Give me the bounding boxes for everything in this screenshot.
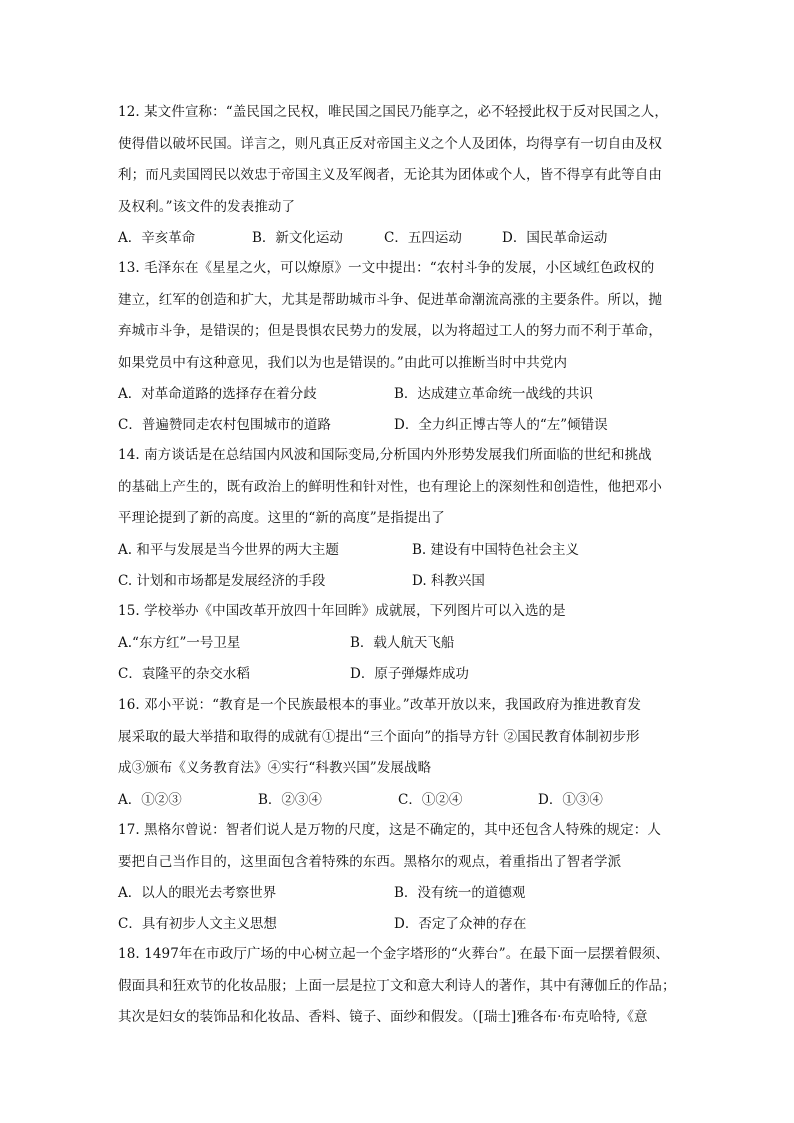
question-12 <box>118 97 678 254</box>
option-a[interactable]: A. 和平与发展是当今世界的两大主题 <box>118 541 339 558</box>
option-b[interactable]: B．②③④ <box>258 791 322 808</box>
question-text-line: 展采取的最大举措和取得的成就有①提出“三个面向”的指导方针 ②国民教育体制初步形 <box>118 728 640 745</box>
option-b[interactable]: B．新文化运动 <box>252 230 343 246</box>
question-text-line: 及权利。”该文件的发表推动了 <box>118 198 296 215</box>
question-text-line: 15. 学校举办《中国改革开放四十年回眸》成就展，下列图片可以入选的是 <box>118 603 566 619</box>
option-b[interactable]: B．载人航天飞船 <box>350 634 455 651</box>
options-row <box>118 878 678 909</box>
question-16 <box>118 690 678 816</box>
question-text-line: 的基础上产生的，既有政治上的鲜明性和针对性，也有理论上的深刻性和创造性，他把邓小 <box>118 478 662 495</box>
option-d[interactable]: D．原子弹爆炸成功 <box>350 665 469 682</box>
question-text-line: 18. 1497年在市政厅广场的中心树立起一个金字塔形的“火葬台”。在最下面一层摆着假须、 <box>118 946 669 962</box>
options-row <box>118 566 678 597</box>
question-text-line: 假面具和狂欢节的化妆品服；上面一层是拉丁文和意大利诗人的著作，其中有薄伽丘的作品； <box>118 977 676 994</box>
question-text-line: 17. 黑格尔曾说：智者们说人是万物的尺度，这是不确定的，其中还包含人特殊的规定：人 <box>118 822 661 838</box>
option-d[interactable]: D．否定了众神的存在 <box>394 916 527 932</box>
option-c[interactable]: C．袁隆平的杂交水稻 <box>118 665 250 682</box>
question-18 <box>118 939 678 1034</box>
options-row <box>118 535 678 566</box>
question-13 <box>118 253 678 441</box>
question-17 <box>118 815 678 940</box>
options-row <box>118 223 678 254</box>
question-text-line: 建立，红军的创造和扩大，尤其是帮助城市斗争、促进革命潮流高涨的主要条件。所以，抛 <box>118 291 662 308</box>
options-row <box>118 379 678 410</box>
question-text-line: 使得借以破坏民国。详言之，则凡真正反对帝国主义之个人及团体，均得享有一切自由及权 <box>118 135 662 152</box>
question-14 <box>118 440 678 597</box>
option-a[interactable]: A．以人的眼光去考察世界 <box>118 885 277 901</box>
question-15 <box>118 596 678 690</box>
option-c[interactable]: C．普遍赞同走农村包围城市的道路 <box>118 417 331 433</box>
options-row <box>118 659 678 690</box>
option-d[interactable]: D．①③④ <box>538 791 603 808</box>
question-text-line: 平理论提到了新的高度。这里的“新的高度”是指提出了 <box>118 510 445 526</box>
option-c[interactable]: C．①②④ <box>398 791 463 808</box>
question-text-line: 成③颁布《义务教育法》④实行“科教兴国”发展战略 <box>118 760 432 776</box>
options-row <box>118 410 678 441</box>
question-text-line: 14. 南方谈话是在总结国内风波和国际变局,分析国内外形势发展我们所面临的世纪和挑战 <box>118 447 652 463</box>
option-c[interactable]: C. 计划和市场都是发展经济的手段 <box>118 572 326 589</box>
question-text-line: 13. 毛泽东在《星星之火，可以燎原》一文中提出：“农村斗争的发展，小区域红色政权的 <box>118 260 655 276</box>
option-b[interactable]: B. 建设有中国特色社会主义 <box>412 541 580 558</box>
question-text-line: 12. 某文件宣称：“盖民国之民权，唯民国之国民乃能享之，必不轻授此权于反对民国之人， <box>118 104 668 120</box>
option-d[interactable]: D. 科教兴国 <box>412 572 485 589</box>
option-c[interactable]: C．具有初步人文主义思想 <box>118 916 277 932</box>
option-b[interactable]: B．达成建立革命统一战线的共识 <box>394 386 593 402</box>
question-text-line: 其次是妇女的装饰品和化妆品、香料、镜子、面纱和假发。（[瑞士]雅各布·布克哈特,《意 <box>118 1009 648 1025</box>
option-a[interactable]: A.“东方红”一号卫星 <box>118 634 241 651</box>
option-a[interactable]: A．辛亥革命 <box>118 230 196 246</box>
option-a[interactable]: A．对革命道路的选择存在着分歧 <box>118 386 317 402</box>
question-text-line: 16. 邓小平说：“教育是一个民族最根本的事业。”改革开放以来，我国政府为推进教育发 <box>118 697 642 713</box>
question-text-line: 如果党员中有这种意见，我们以为也是错误的。”由此可以推断当时中共党内 <box>118 354 568 371</box>
question-text-line: 弃城市斗争，是错误的；但是畏惧农民势力的发展，以为将超过工人的努力而不利于革命， <box>118 323 662 339</box>
question-text-line: 要把自己当作目的，这里面包含着特殊的东西。黑格尔的观点，着重指出了智者学派 <box>118 853 622 870</box>
option-b[interactable]: B．没有统一的道德观 <box>394 885 526 901</box>
option-a[interactable]: A．①②③ <box>118 791 182 808</box>
option-c[interactable]: C．五四运动 <box>384 230 462 246</box>
question-text-line: 利；而凡卖国罔民以效忠于帝国主义及军阀者，无论其为团体或个人，皆不得享有此等自由 <box>118 167 662 183</box>
options-row <box>118 628 678 659</box>
option-d[interactable]: D．全力纠正博古等人的“左”倾错误 <box>394 417 608 433</box>
option-d[interactable]: D．国民革命运动 <box>502 230 608 246</box>
options-row <box>118 909 678 940</box>
options-row <box>118 785 678 816</box>
